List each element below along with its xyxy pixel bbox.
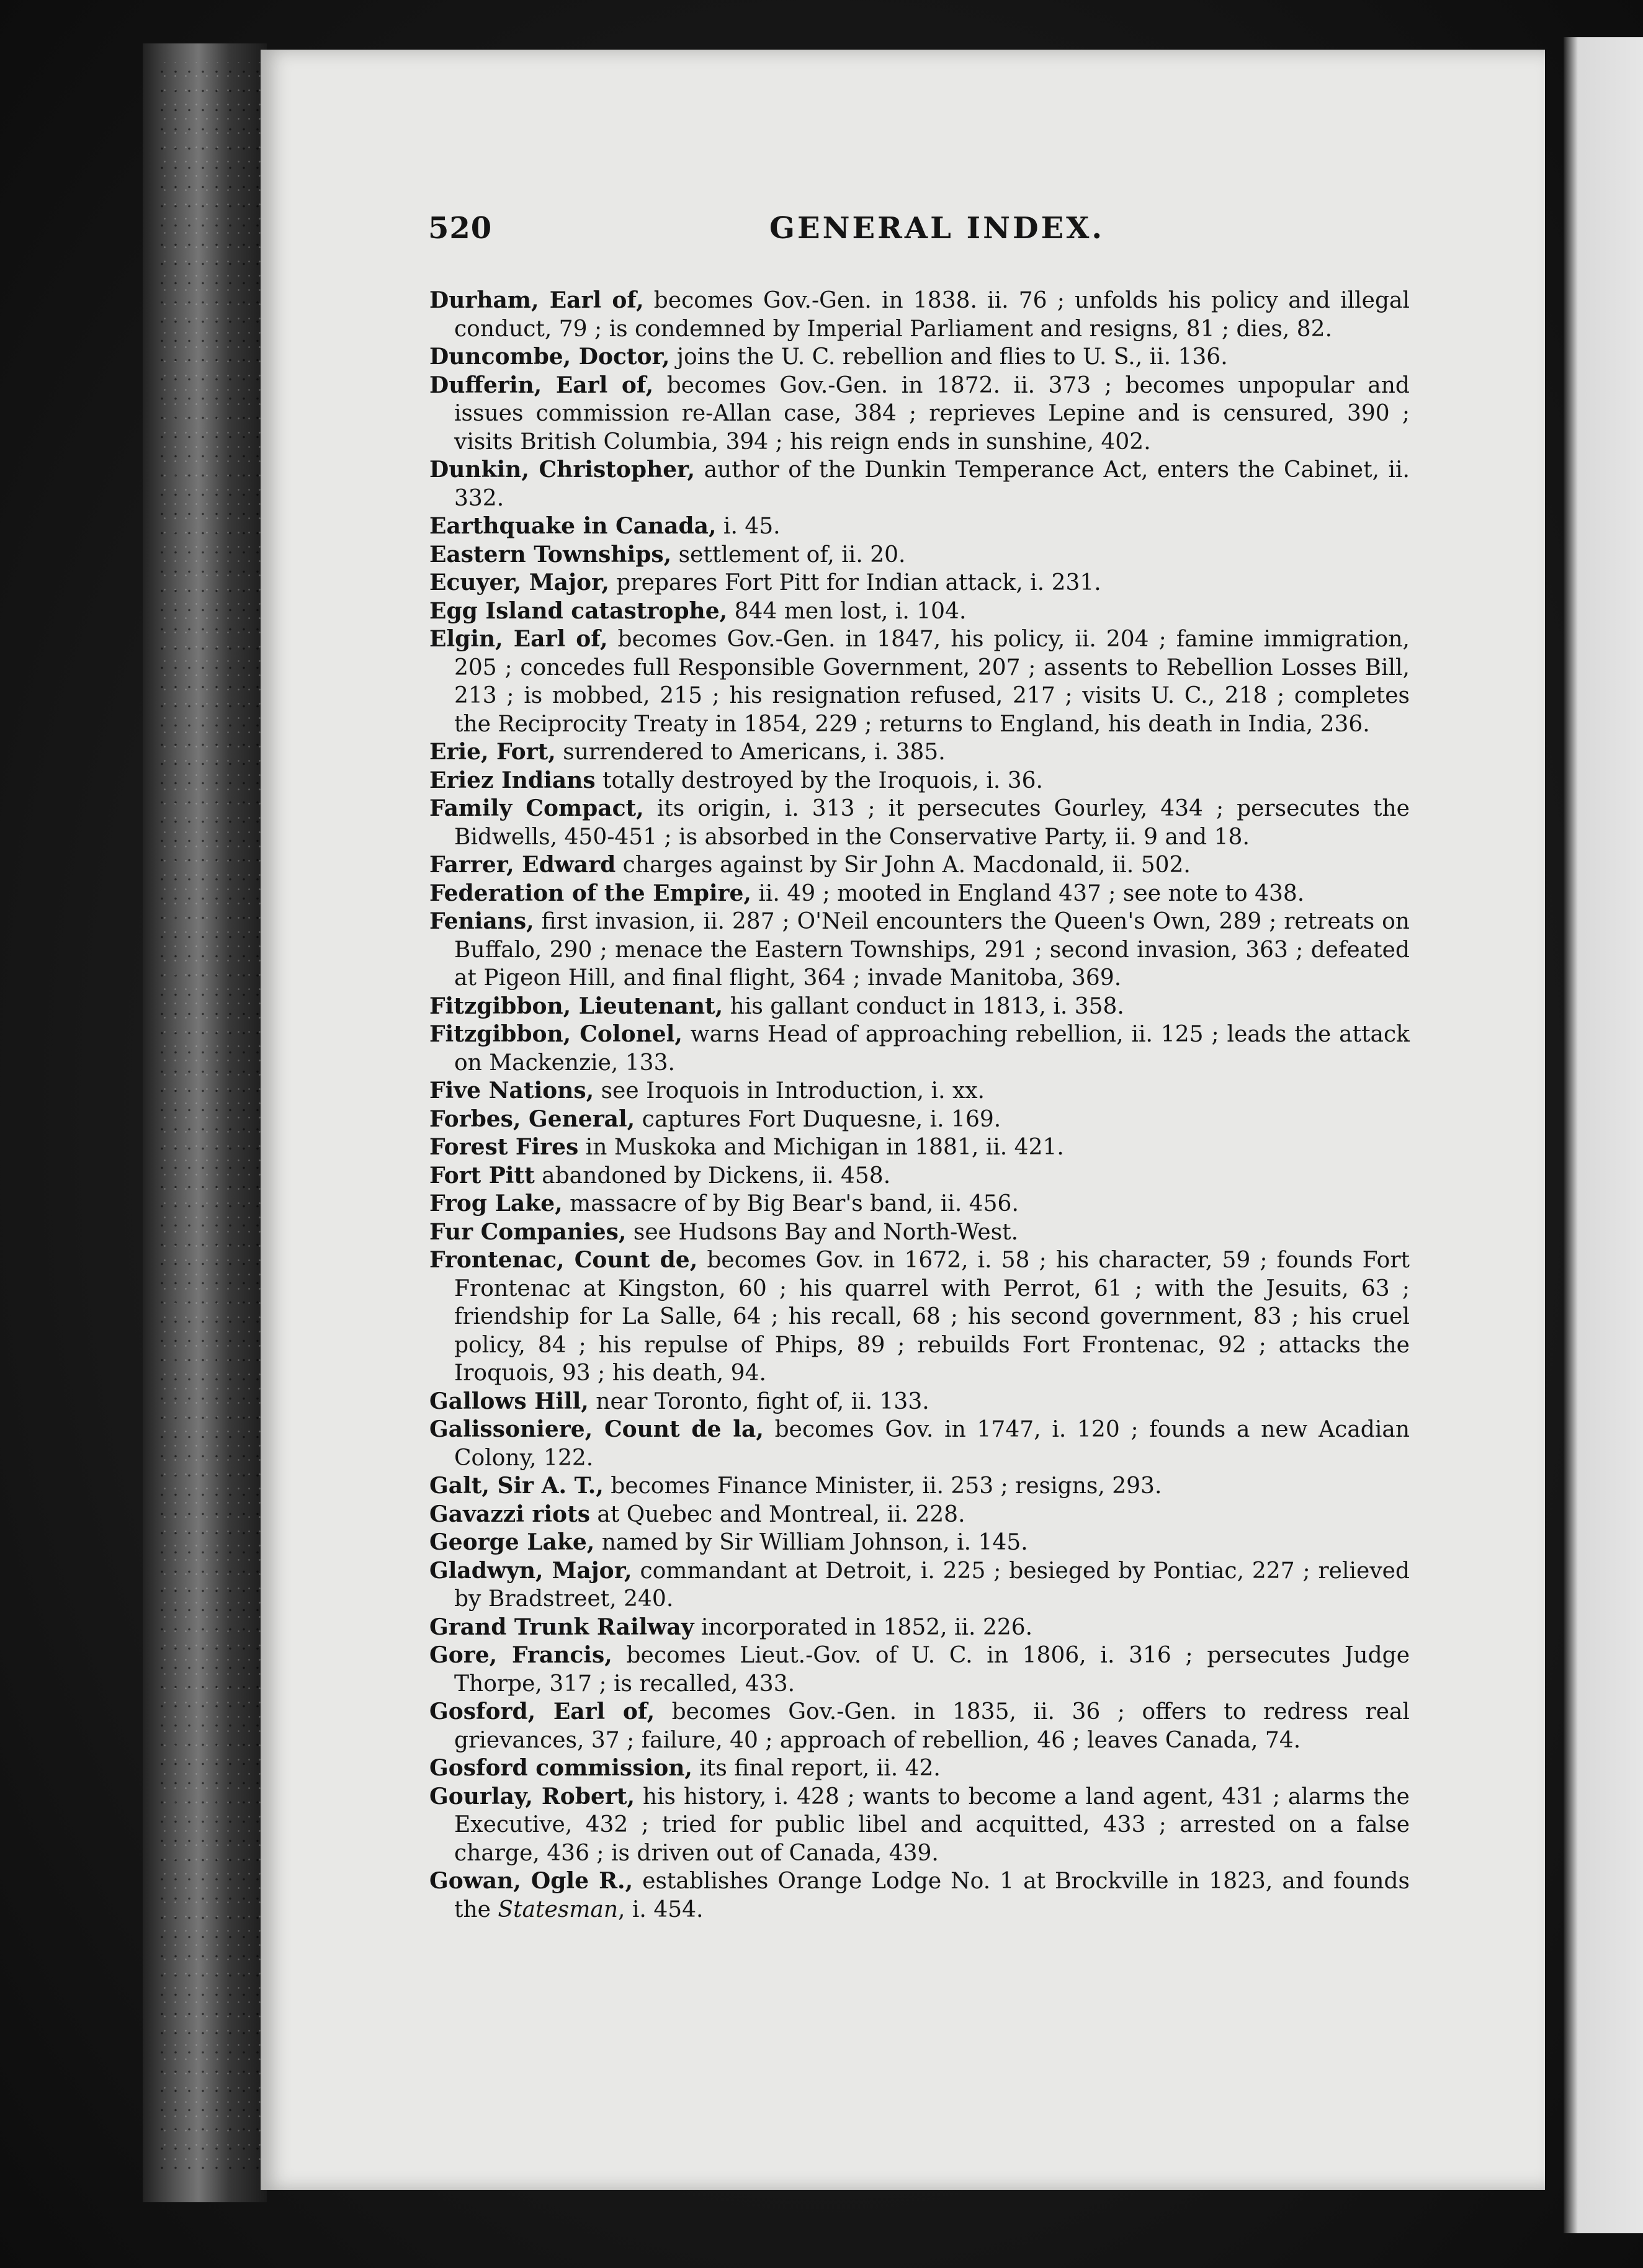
entry-text: see Hudsons Bay and North-West. [626, 1219, 1019, 1245]
page-number: 520 [428, 211, 493, 246]
entry-heading: Elgin, Earl of, [429, 626, 608, 652]
entry-text: becomes Gov.-Gen. in 1835, ii. 36 ; offers to redress real grievances, 37 ; failure, 40 ; approach of rebellion, 46 ; leaves Canada, 74. [454, 1699, 1410, 1753]
index-entry [429, 456, 1410, 512]
entry-heading: George Lake, [429, 1529, 595, 1555]
entry-text: warns Head of approaching rebellion, ii. 125 ; leads the attack on Mackenzie, 133. [454, 1022, 1410, 1076]
index-entry [429, 625, 1410, 738]
entry-heading: Fort Pitt [429, 1162, 535, 1189]
entry-text: totally destroyed by the Iroquois, i. 36. [595, 767, 1043, 793]
entry-heading: Forest Fires [429, 1134, 579, 1160]
entry-text: its final report, ii. 42. [692, 1756, 941, 1781]
entry-text: in Muskoka and Michigan in 1881, ii. 421. [578, 1135, 1064, 1160]
adjacent-page-edge [1564, 37, 1643, 2233]
entry-text: becomes Lieut.-Gov. of U. C. in 1806, i. 316 ; persecutes Judge Thorpe, 317 ; is recalled, 433. [454, 1643, 1410, 1697]
entry-heading: Gavazzi riots [429, 1501, 590, 1527]
entry-text: incorporated in 1852, ii. 226. [694, 1614, 1033, 1640]
index-entry [429, 1614, 1410, 1642]
entry-heading: Gowan, Ogle R., [429, 1868, 633, 1894]
entry-heading: Federation of the Empire, [429, 880, 751, 906]
entry-heading: Gore, Francis, [429, 1642, 612, 1668]
entry-text: becomes Gov. in 1747, i. 120 ; founds a new Acadian Colony, 122. [454, 1417, 1410, 1471]
entry-heading: Eriez Indians [429, 767, 596, 793]
entry-heading: Erie, Fort, [429, 739, 556, 765]
index-entry [429, 569, 1410, 597]
entry-text: becomes Finance Minister, ii. 253 ; resigns, 293. [603, 1473, 1162, 1499]
index-entry [429, 993, 1410, 1021]
entry-text: joins the U. C. rebellion and flies to U. S., ii. 136. [669, 344, 1228, 370]
entry-text: see Iroquois in Introduction, i. xx. [594, 1078, 985, 1104]
entry-text: abandoned by Dickens, ii. 458. [534, 1163, 891, 1189]
index-entry [429, 1501, 1410, 1529]
entry-heading: Eastern Townships, [429, 541, 672, 568]
entry-heading: Gourlay, Robert, [429, 1783, 635, 1810]
entry-text: charges against by Sir John A. Macdonald, ii. 502. [616, 852, 1191, 878]
entry-heading: Durham, Earl of, [429, 287, 644, 313]
entry-text: massacre of by Big Bear's band, ii. 456. [562, 1191, 1019, 1217]
index-entry [429, 372, 1410, 457]
entry-text: author of the Dunkin Temperance Act, enters the Cabinet, ii. 332. [454, 457, 1410, 511]
index-entry [429, 597, 1410, 626]
index-entry [429, 767, 1410, 795]
entry-heading: Forbes, General, [429, 1105, 635, 1132]
entry-italic: Statesman [498, 1896, 619, 1922]
entry-heading: Fitzgibbon, Colonel, [429, 1021, 683, 1047]
entry-heading: Fenians, [429, 908, 534, 934]
entry-text: named by Sir William Johnson, i. 145. [594, 1530, 1028, 1555]
index-entry [429, 1190, 1410, 1218]
index-entry [429, 1783, 1410, 1868]
index-entry [429, 287, 1410, 343]
spine-texture [155, 62, 267, 2171]
index-entry [429, 1867, 1410, 1924]
index-entry [429, 512, 1410, 541]
index-entry [429, 1641, 1410, 1698]
entry-heading: Grand Trunk Railway [429, 1614, 694, 1640]
entry-text: captures Fort Duquesne, i. 169. [635, 1106, 1001, 1132]
index-entry [429, 1557, 1410, 1614]
entry-heading: Dufferin, Earl of, [429, 372, 654, 398]
index-entries [429, 287, 1410, 1924]
entry-heading: Egg Island catastrophe, [429, 597, 728, 624]
index-entry [429, 1754, 1410, 1783]
entry-text: ii. 49 ; mooted in England 437 ; see note to 438. [751, 880, 1305, 906]
page-header [428, 211, 1421, 261]
entry-text: its origin, i. 313 ; it persecutes Gourley, 434 ; persecutes the Bidwells, 450-451 ; is absorbed in the Conservative Party, ii. 9 and 18. [454, 796, 1410, 850]
entry-text: becomes Gov.-Gen. in 1872. ii. 373 ; becomes unpopular and issues commission re-Allan case, 384 ; reprieves Lepine and is censured, 390 ; visits British Columbia, 394 ; his reign ends in sunshine, 402. [454, 372, 1410, 455]
entry-text: near Toronto, fight of, ii. 133. [588, 1388, 929, 1414]
entry-heading: Frontenac, Count de, [429, 1247, 698, 1273]
entry-text: first invasion, ii. 287 ; O'Neil encounters the Queen's Own, 289 ; retreats on Buffalo, 290 ; menace the Eastern Townships, 291 ; second invasion, 363 ; defeated at Pigeon Hill, and final flight, 364 ; invade Manitoba, 369. [454, 909, 1410, 991]
index-entry [429, 1529, 1410, 1557]
entry-heading: Frog Lake, [429, 1190, 563, 1217]
entry-text: at Quebec and Montreal, ii. 228. [589, 1501, 965, 1527]
entry-heading: Fur Companies, [429, 1218, 627, 1245]
entry-text: becomes Gov. in 1672, i. 58 ; his character, 59 ; founds Fort Frontenac at Kingston, 60 ; his quarrel with Perrot, 61 ; with the Jesuits, 63 ; friendship for La Salle, 64 ; his recall, 68 ; his second government, 83 ; his cruel policy, 84 ; his repulse of Phips, 89 ; rebuilds Fort Frontenac, 92 ; attacks the Iroquois, 93 ; his death, 94. [454, 1248, 1410, 1386]
index-entry [429, 1472, 1410, 1501]
index-entry [429, 541, 1410, 569]
index-entry [429, 851, 1410, 880]
entry-text: his gallant conduct in 1813, i. 358. [723, 993, 1124, 1019]
entry-text: surrendered to Americans, i. 385. [555, 739, 946, 765]
index-entry [429, 1416, 1410, 1472]
index-entry [429, 738, 1410, 767]
entry-heading: Galt, Sir A. T., [429, 1473, 604, 1499]
entry-tail: , i. 454. [618, 1896, 704, 1922]
running-title: GENERAL INDEX. [769, 211, 1105, 246]
entry-text: prepares Fort Pitt for Indian attack, i. 231. [609, 570, 1101, 596]
entry-text: becomes Gov.-Gen. in 1838. ii. 76 ; unfolds his policy and illegal conduct, 79 ; is condemned by Imperial Parliament and resigns, 81 ; dies, 82. [454, 288, 1410, 342]
index-entry [429, 1133, 1410, 1162]
entry-heading: Gosford commission, [429, 1755, 692, 1781]
entry-text: 844 men lost, i. 104. [727, 598, 967, 624]
entry-heading: Galissoniere, Count de la, [429, 1416, 764, 1442]
entry-heading: Earthquake in Canada, [429, 513, 717, 539]
entry-heading: Gladwyn, Major, [429, 1557, 632, 1584]
index-entry [429, 343, 1410, 372]
entry-heading: Duncombe, Doctor, [429, 344, 670, 370]
entry-text: becomes Gov.-Gen. in 1847, his policy, ii. 204 ; famine immigration, 205 ; concedes full Responsible Government, 207 ; assents to Rebellion Losses Bill, 213 ; is mobbed, 215 ; his resignation refused, 217 ; visits U. C., 218 ; completes the Reciprocity Treaty in 1854, 229 ; returns to England, his death in India, 236. [454, 627, 1410, 737]
entry-heading: Dunkin, Christopher, [429, 457, 696, 483]
entry-heading: Family Compact, [429, 795, 644, 821]
index-entry [429, 1698, 1410, 1754]
entry-heading: Gosford, Earl of, [429, 1699, 655, 1725]
index-entry [429, 1388, 1410, 1416]
index-entry [429, 908, 1410, 993]
index-entry [429, 795, 1410, 851]
index-entry [429, 1020, 1410, 1077]
entry-heading: Five Nations, [429, 1078, 594, 1104]
index-entry [429, 1246, 1410, 1388]
entry-text: i. 45. [716, 514, 781, 539]
index-entry [429, 880, 1410, 908]
index-entry [429, 1218, 1410, 1247]
entry-heading: Ecuyer, Major, [429, 569, 609, 596]
entry-heading: Gallows Hill, [429, 1388, 589, 1414]
entry-heading: Fitzgibbon, Lieutenant, [429, 993, 723, 1019]
entry-text: settlement of, ii. 20. [671, 542, 906, 568]
index-entry [429, 1077, 1410, 1105]
entry-heading: Farrer, Edward [429, 852, 616, 878]
entry-text: his history, i. 428 ; wants to become a land agent, 431 ; alarms the Executive, 432 ; tried for public libel and acquitted, 433 ; arrested on a false charge, 436 ; is driven out of Canada, 439. [454, 1784, 1410, 1866]
entry-text: commandant at Detroit, i. 225 ; besieged by Pontiac, 227 ; relieved by Bradstreet, 240. [454, 1558, 1410, 1612]
index-entry [429, 1105, 1410, 1134]
index-entry [429, 1162, 1410, 1190]
entry-text: establishes Orange Lodge No. 1 at Brockville in 1823, and founds the [454, 1868, 1410, 1922]
